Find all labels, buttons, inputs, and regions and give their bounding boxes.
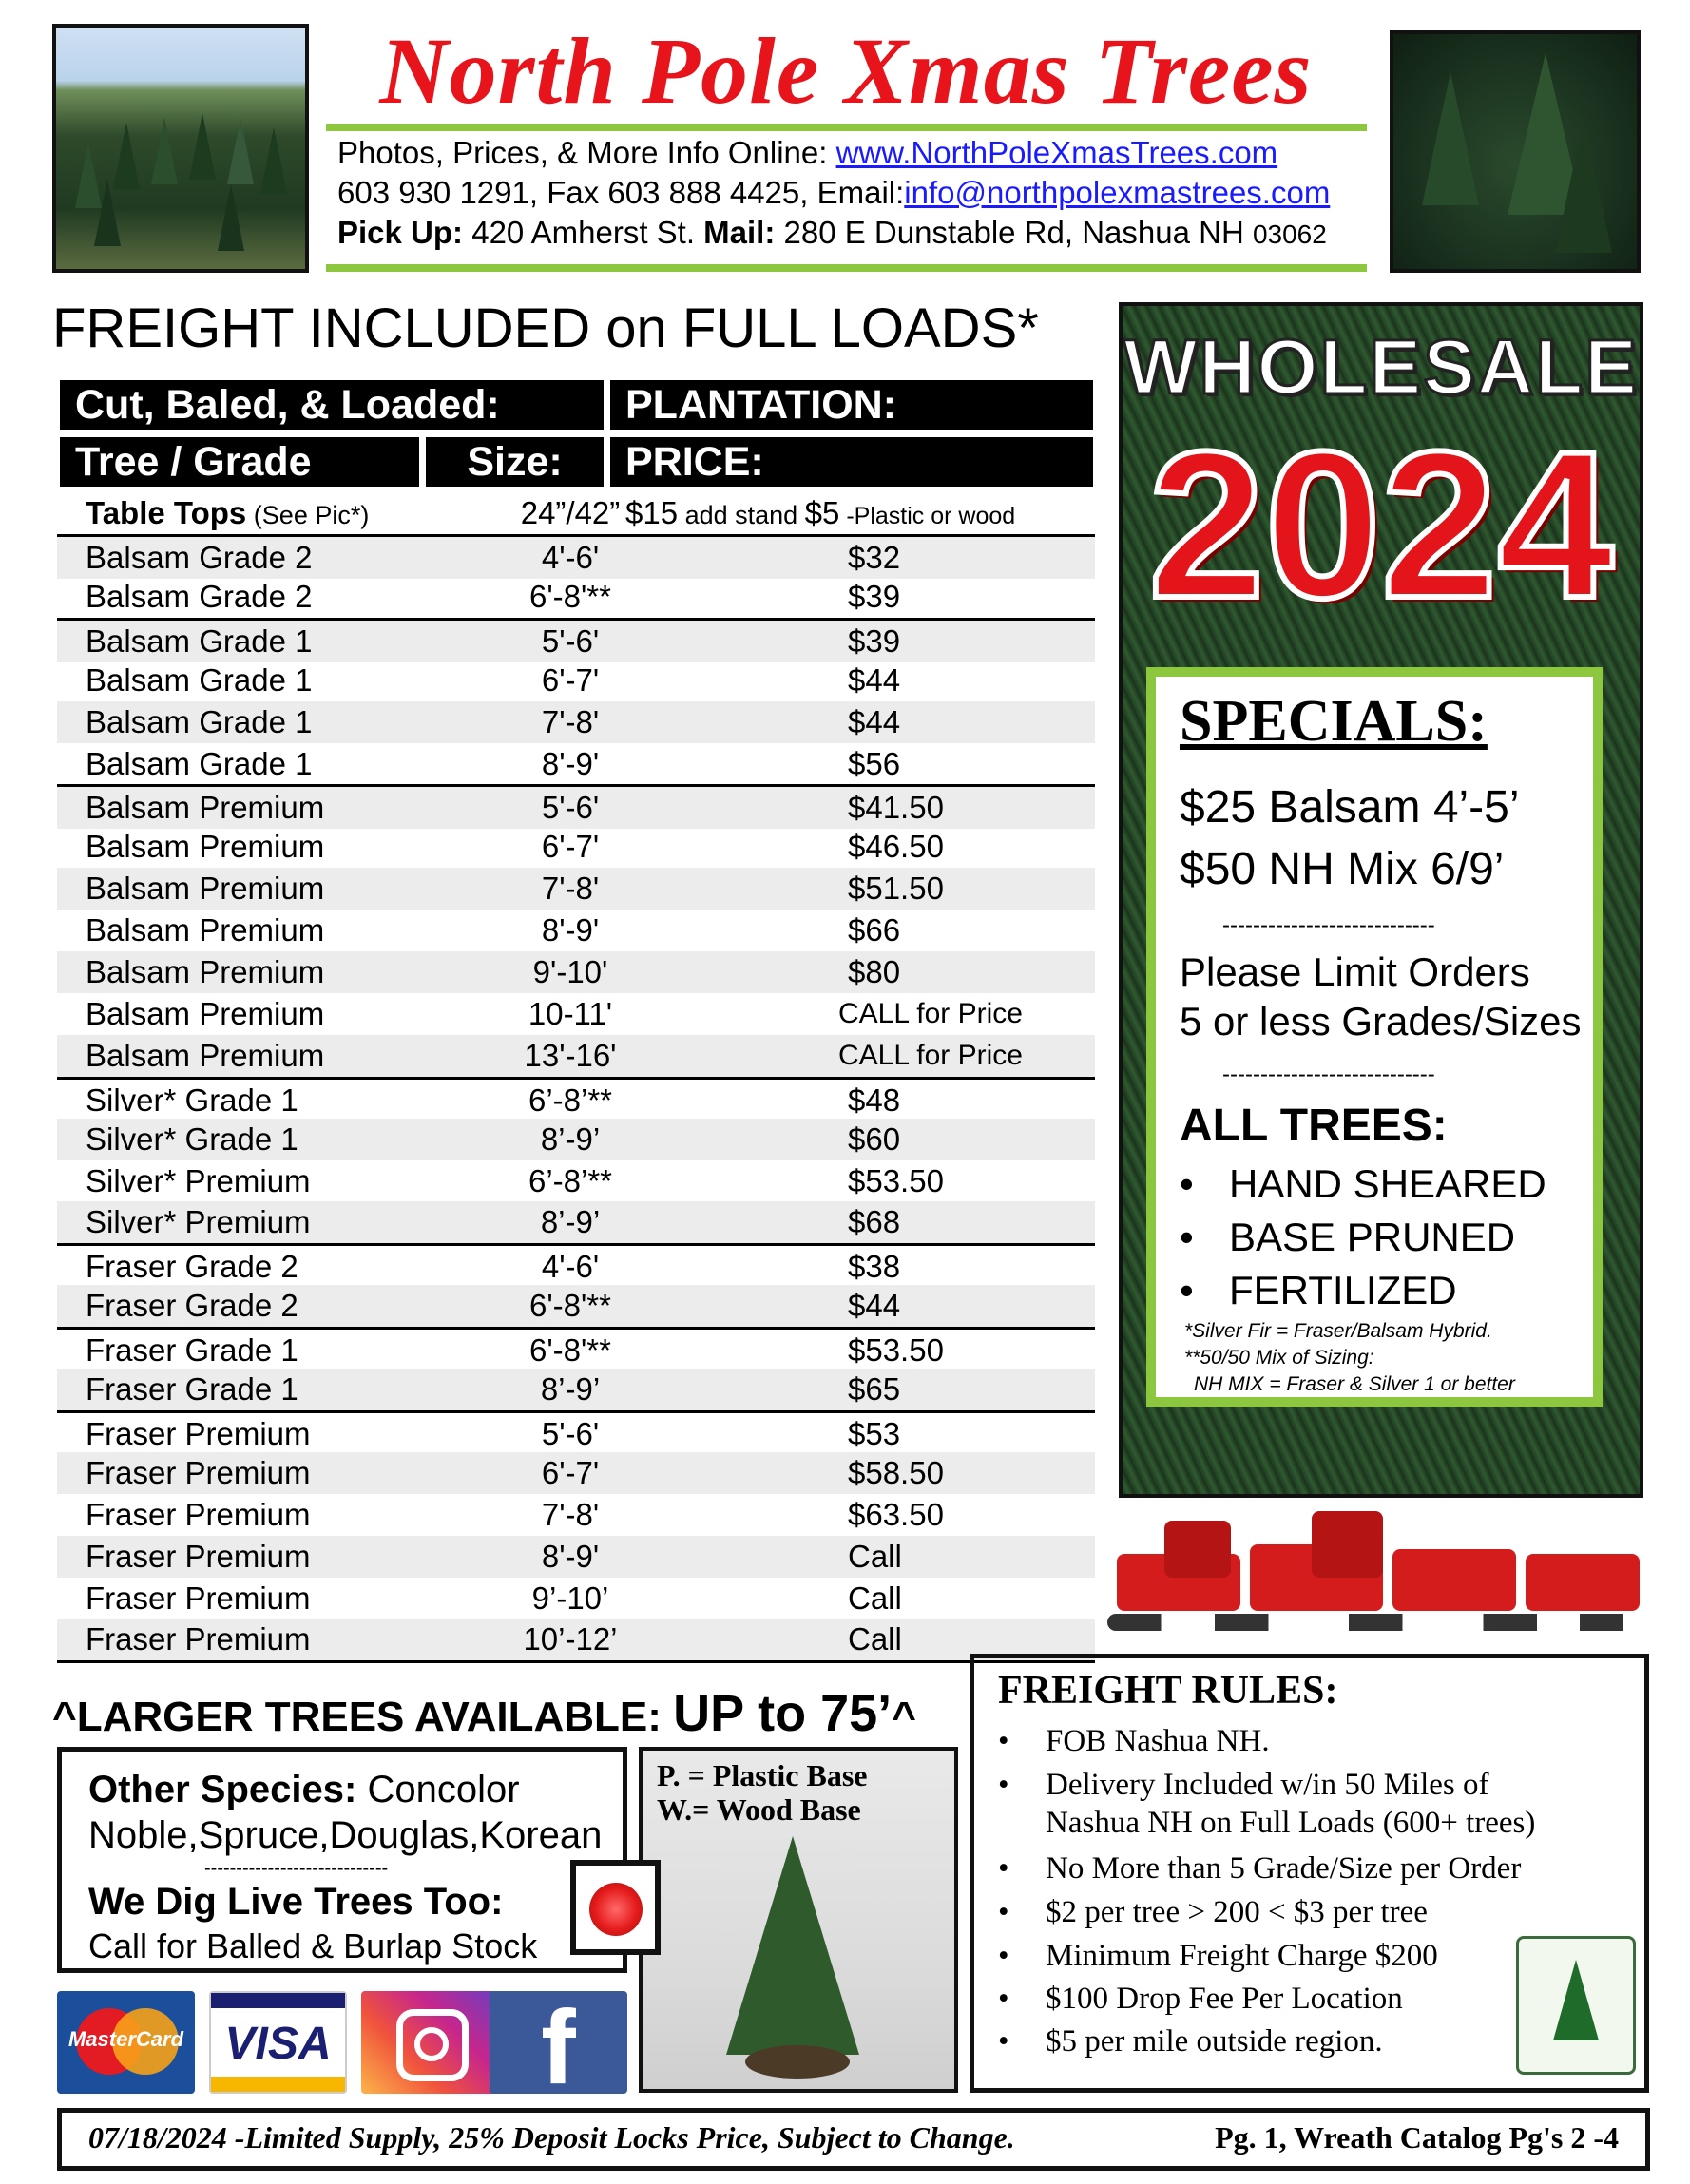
table-header-tree-grade: Tree / Grade	[60, 437, 419, 487]
table-row	[57, 1536, 1095, 1578]
bullet-hand-sheared: • HAND SHEARED	[1180, 1161, 1546, 1206]
table-tops-name: Table Tops	[86, 495, 247, 530]
price-cell: $39	[848, 623, 901, 659]
table-row	[57, 1285, 1095, 1327]
plastic-stand-icon	[570, 1860, 661, 1955]
footer-notice: 07/18/2024 -Limited Supply, 25% Deposit Locks Price, Subject to Change.	[88, 2120, 1015, 2155]
price-cell: $39	[848, 578, 901, 614]
tree-grade-cell: Balsam Premium	[86, 912, 325, 948]
rule-drop-fee-text: $100 Drop Fee Per Location	[1046, 1982, 1403, 2016]
website-link[interactable]: www.NorthPoleXmasTrees.com	[835, 135, 1278, 170]
table-row	[57, 618, 1095, 662]
table-tops-label	[86, 492, 369, 536]
tree-grade-cell: Silver* Grade 1	[86, 1121, 298, 1157]
plastic-base-label: P. = Plastic Base	[657, 1758, 868, 1792]
rule-per-tree-text: $2 per tree > 200 < $3 per tree	[1046, 1895, 1428, 1929]
stand-label: add stand	[678, 501, 805, 529]
stand-note: -Plastic or wood	[839, 503, 1016, 529]
table-header-price: PRICE:	[610, 437, 1093, 487]
tree-grade-cell: Balsam Premium	[86, 829, 325, 865]
footer-bar	[57, 2108, 1650, 2171]
specials-box	[1146, 667, 1603, 1407]
table-row	[57, 868, 1095, 910]
rule-delivery-text: Delivery Included w/in 50 Miles of	[1046, 1768, 1489, 1802]
rule-per-mile-text: $5 per mile outside region.	[1046, 2024, 1383, 2059]
size-cell: 6'-8'**	[529, 1332, 611, 1369]
tree-grade-cell: Balsam Grade 2	[86, 578, 313, 614]
dig-live-heading	[88, 1881, 503, 1924]
rule-fob-text: FOB Nashua NH.	[1046, 1724, 1270, 1758]
other-species-concolor: Concolor	[356, 1769, 520, 1810]
mastercard-logo	[57, 1991, 195, 2094]
size-cell: 10-11'	[528, 995, 613, 1031]
price-cell: $53.50	[848, 1162, 944, 1198]
rule-per-tree: • $2 per tree > 200 < $3 per tree	[998, 1895, 1428, 1929]
size-cell: 7'-8'	[541, 1496, 600, 1532]
table-row	[57, 784, 1095, 829]
freight-rules-title: FREIGHT RULES:	[998, 1669, 1338, 1713]
rule-delivery-cont	[998, 1801, 1535, 1845]
rule-delivery-cont-text: Nashua NH on Full Loads (600+ trees)	[1046, 1806, 1536, 1840]
tree-grade-cell: Balsam Premium	[86, 790, 325, 826]
tree-grade-cell: Fraser Premium	[86, 1496, 311, 1532]
wholesale-panel	[1119, 302, 1643, 1498]
price-cell: $53	[848, 1415, 901, 1451]
bullet-hand-sheared-text: HAND SHEARED	[1229, 1161, 1546, 1206]
bullet-fertilized: • FERTILIZED	[1180, 1268, 1457, 1312]
table-row	[57, 826, 1095, 868]
size-cell: 8’-9’	[540, 1371, 601, 1407]
tree-grade-cell: Balsam Grade 1	[86, 745, 313, 781]
header-bottom-rule	[326, 264, 1367, 272]
bullet-base-pruned: • BASE PRUNED	[1180, 1215, 1516, 1259]
pickup-address: 420 Amherst St.	[463, 215, 704, 250]
table-row	[57, 1243, 1095, 1288]
tree-grade-cell: Silver* Grade 1	[86, 1082, 298, 1118]
table-row	[57, 1201, 1095, 1243]
tree-grade-cell: Fraser Grade 1	[86, 1371, 298, 1407]
note-sizing-mix: **50/50 Mix of Sizing:	[1184, 1347, 1374, 1369]
note-nh-mix: NH MIX = Fraser & Silver 1 or better	[1194, 1373, 1515, 1395]
specials-title: SPECIALS:	[1180, 689, 1488, 754]
size-cell: 8'-9'	[541, 745, 600, 781]
size-cell: 5'-6'	[541, 1415, 600, 1451]
size-cell: 7'-8'	[541, 871, 600, 907]
other-species-line	[88, 1769, 520, 1811]
table-tops-note: (See Pic*)	[246, 501, 370, 529]
email-link[interactable]: info@northpolexmastrees.com	[904, 175, 1331, 210]
size-cell: 6'-7'	[541, 829, 600, 865]
contact-text: 603 930 1291, Fax 603 888 4425, Email:	[337, 175, 905, 210]
note-silver-fir: *Silver Fir = Fraser/Balsam Hybrid.	[1184, 1320, 1492, 1342]
footer-page-ref: Pg. 1, Wreath Catalog Pg's 2 -4	[1215, 2120, 1619, 2155]
price-cell: $44	[848, 661, 901, 698]
tree-grade-cell: Fraser Grade 2	[86, 1288, 298, 1324]
size-cell: 6’-8’**	[528, 1082, 613, 1118]
table-row	[57, 1578, 1095, 1619]
other-species-box	[57, 1747, 627, 1973]
tree-grade-cell: Balsam Premium	[86, 954, 325, 989]
table-row	[57, 993, 1095, 1035]
tree-grade-cell: Fraser Grade 1	[86, 1332, 298, 1369]
tree-grade-cell: Fraser Grade 2	[86, 1249, 298, 1285]
size-cell: 6'-8'**	[529, 1288, 611, 1324]
larger-trees-banner	[52, 1684, 916, 1743]
price-cell: $58.50	[848, 1454, 944, 1490]
special-balsam: $25 Balsam 4’-5’	[1180, 782, 1520, 833]
size-cell: 6'-7'	[541, 661, 600, 698]
tree-grade-cell: Fraser Premium	[86, 1415, 311, 1451]
freight-rules-box	[970, 1654, 1649, 2093]
price-cell: Call	[848, 1538, 902, 1574]
price-cell: $38	[848, 1249, 901, 1285]
limit-orders-line2: 5 or less Grades/Sizes	[1180, 999, 1582, 1044]
tree-grade-cell: Balsam Grade 1	[86, 623, 313, 659]
size-cell: 10’-12’	[523, 1621, 618, 1657]
visa-text: VISA	[224, 2019, 332, 2069]
price-cell: $80	[848, 954, 901, 989]
table-row	[57, 534, 1095, 579]
size-cell: 6'-8'**	[529, 578, 611, 614]
price-cell: Call	[848, 1580, 902, 1616]
size-cell: 6’-8’**	[528, 1162, 613, 1198]
tree-grade-cell: Fraser Premium	[86, 1621, 311, 1657]
price-cell: $65	[848, 1371, 901, 1407]
pickup-label: Pick Up:	[337, 215, 464, 250]
mastercard-text: MasterCard	[67, 2027, 184, 2051]
dig-live-text: We Dig Live Trees Too:	[88, 1881, 504, 1923]
table-row	[57, 1494, 1095, 1536]
table-row	[57, 1619, 1095, 1660]
table-row	[57, 1160, 1095, 1202]
table-row	[57, 743, 1095, 785]
size-cell: 7'-8'	[541, 703, 600, 739]
size-cell: 4'-6'	[541, 1249, 600, 1285]
price-cell: $44	[848, 1288, 901, 1324]
bullet-fertilized-text: FERTILIZED	[1229, 1268, 1457, 1312]
size-cell: 13'-16'	[524, 1037, 617, 1073]
stand-price: $5	[804, 495, 840, 530]
tree-grade-cell: Balsam Premium	[86, 995, 325, 1031]
table-row	[57, 1035, 1095, 1077]
facebook-text: f	[541, 1989, 576, 2106]
size-cell: 5'-6'	[541, 623, 600, 659]
company-title: North Pole Xmas Trees	[379, 18, 1313, 124]
table-tops-price	[625, 492, 1015, 537]
visa-logo	[209, 1991, 347, 2094]
price-cell: $51.50	[848, 871, 944, 907]
price-cell: $32	[848, 540, 901, 575]
size-cell: 9'-10'	[532, 954, 608, 989]
table-row	[57, 701, 1095, 743]
rule-fob: • FOB Nashua NH.	[998, 1724, 1270, 1758]
table-header-plantation: PLANTATION:	[610, 380, 1093, 430]
tree-grade-cell: Balsam Grade 1	[86, 661, 313, 698]
specials-divider-1: ----------------------------	[1222, 912, 1435, 938]
table-tops-price-value: $15	[625, 495, 679, 530]
rule-delivery: • Delivery Included w/in 50 Miles of	[998, 1768, 1489, 1802]
tree-grade-cell: Balsam Premium	[86, 1037, 325, 1073]
facebook-logo	[490, 1989, 627, 2106]
price-cell: CALL for Price	[838, 1039, 1023, 1071]
red-trucks-image	[1107, 1511, 1644, 1635]
size-cell: 4'-6'	[541, 540, 600, 575]
balled-burlap-line: Call for Balled & Burlap Stock	[88, 1926, 538, 1965]
all-trees-heading: ALL TREES:	[1180, 1101, 1448, 1151]
rule-minimum-text: Minimum Freight Charge $200	[1046, 1939, 1438, 1973]
table-header-size: Size:	[426, 437, 604, 487]
table-row	[57, 1077, 1095, 1121]
tree-grade-cell: Silver* Premium	[86, 1204, 311, 1240]
tree-grade-cell: Fraser Premium	[86, 1580, 311, 1616]
table-tops-size: 24”/42”	[520, 495, 621, 530]
size-cell: 8’-9’	[540, 1121, 601, 1157]
price-cell: $66	[848, 912, 901, 948]
tree-farm-photo-left	[52, 24, 309, 273]
table-row	[57, 660, 1095, 701]
price-cell: $44	[848, 703, 901, 739]
rule-minimum: • Minimum Freight Charge $200	[998, 1939, 1438, 1973]
table-row	[57, 1119, 1095, 1160]
tree-grade-cell: Balsam Grade 2	[86, 540, 313, 575]
price-cell: $46.50	[848, 829, 944, 865]
rule-drop-fee: • $100 Drop Fee Per Location	[998, 1982, 1403, 2016]
size-cell: 8'-9'	[541, 1538, 600, 1574]
tree-farm-photo-right	[1390, 30, 1641, 273]
price-cell: $63.50	[848, 1496, 944, 1532]
size-cell: 6'-7'	[541, 1454, 600, 1490]
price-cell: Call	[848, 1621, 902, 1657]
species-divider: -----------------------------	[204, 1858, 389, 1879]
price-cell: $68	[848, 1204, 901, 1240]
title-rule	[326, 124, 1367, 131]
table-row	[57, 951, 1095, 993]
instagram-logo	[361, 1991, 499, 2094]
table-bottom-rule	[57, 1660, 1095, 1663]
larger-trees-caret: ^	[892, 1694, 916, 1740]
table-row	[57, 576, 1095, 618]
price-cell: $41.50	[848, 790, 944, 826]
table-row	[57, 1369, 1095, 1410]
price-cell: $56	[848, 745, 901, 781]
zip-code: 03062	[1252, 220, 1327, 249]
table-row	[57, 1410, 1095, 1455]
tree-grade-cell: Balsam Premium	[86, 871, 325, 907]
association-seal-icon	[1516, 1936, 1636, 2075]
other-species-list: Noble,Spruce,Douglas,Korean	[88, 1814, 603, 1856]
larger-trees-height: UP to 75’	[673, 1685, 893, 1742]
wholesale-heading: WHOLESALE	[1123, 324, 1639, 411]
rule-per-mile: • $5 per mile outside region.	[998, 2024, 1383, 2059]
size-cell: 8'-9'	[541, 912, 600, 948]
size-cell: 8’-9’	[540, 1204, 601, 1240]
freight-headline: FREIGHT INCLUDED on FULL LOADS*	[52, 297, 1039, 359]
table-row-table-tops	[57, 492, 1095, 534]
bullet-base-pruned-text: BASE PRUNED	[1229, 1215, 1516, 1259]
table-row	[57, 1452, 1095, 1494]
info-label: Photos, Prices, & More Info Online:	[337, 135, 836, 170]
year-heading: 2024	[1148, 408, 1614, 642]
larger-trees-text: ^LARGER TREES AVAILABLE:	[52, 1694, 674, 1740]
price-cell: $53.50	[848, 1332, 944, 1369]
tree-grade-cell: Balsam Grade 1	[86, 703, 313, 739]
specials-divider-2: ----------------------------	[1222, 1062, 1435, 1087]
table-header-cut-baled: Cut, Baled, & Loaded:	[60, 380, 604, 430]
other-species-label: Other Species:	[88, 1769, 357, 1810]
price-cell: $48	[848, 1082, 901, 1118]
table-row	[57, 1327, 1095, 1371]
tree-grade-cell: Silver* Premium	[86, 1162, 311, 1198]
rule-max-grades: • No More than 5 Grade/Size per Order	[998, 1851, 1522, 1886]
limit-orders-line1: Please Limit Orders	[1180, 949, 1530, 994]
size-cell: 5'-6'	[541, 790, 600, 826]
tree-grade-cell: Fraser Premium	[86, 1538, 311, 1574]
tree-grade-cell: Fraser Premium	[86, 1454, 311, 1490]
price-cell: CALL for Price	[838, 997, 1023, 1029]
mail-address: 280 E Dunstable Rd, Nashua NH	[775, 215, 1253, 250]
size-cell: 9’-10’	[531, 1580, 609, 1616]
header-address-line	[337, 213, 1327, 255]
special-nh-mix: $50 NH Mix 6/9’	[1180, 844, 1505, 894]
table-row	[57, 910, 1095, 951]
tree-stand-photo	[639, 1747, 958, 2093]
mail-label: Mail:	[703, 215, 776, 250]
header-info-line	[337, 133, 1277, 173]
wood-base-label: W.= Wood Base	[657, 1792, 861, 1827]
rule-max-grades-text: No More than 5 Grade/Size per Order	[1046, 1851, 1522, 1886]
header-contact-line	[337, 173, 1330, 213]
price-cell: $60	[848, 1121, 901, 1157]
